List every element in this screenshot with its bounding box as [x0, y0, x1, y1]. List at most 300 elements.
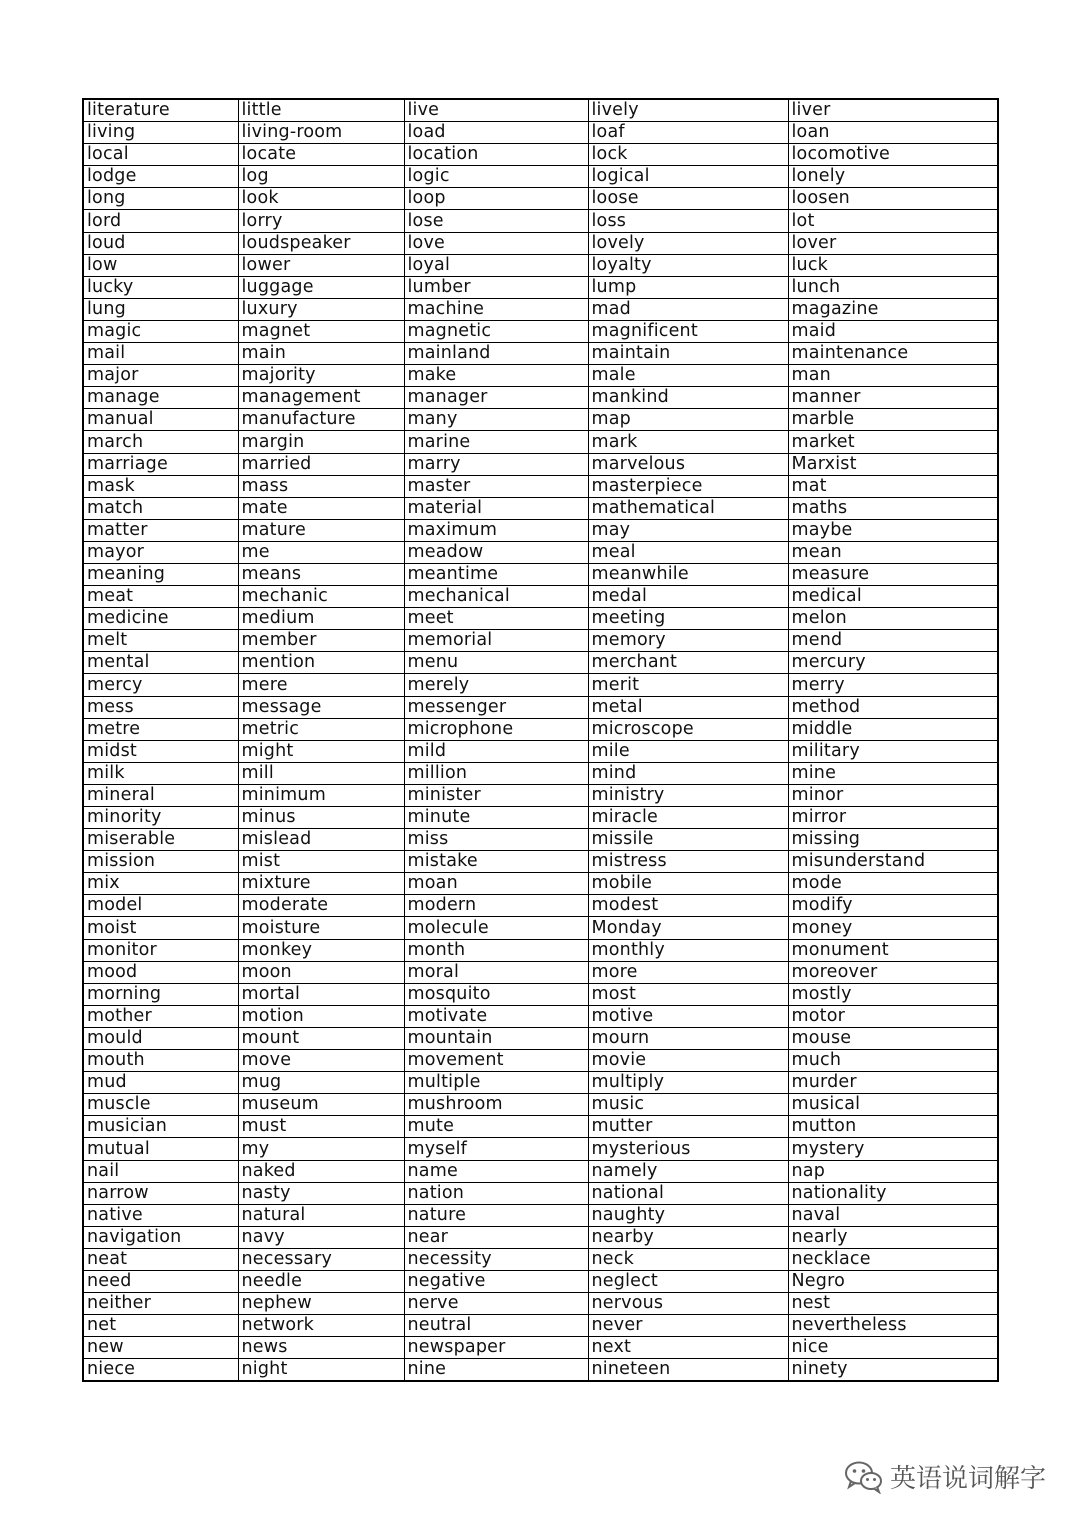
table-row: [83, 784, 998, 806]
word-cell: lively: [588, 99, 788, 122]
word-cell: nephew: [238, 1293, 404, 1315]
word-cell: missile: [588, 829, 788, 851]
word-cell: multiple: [404, 1072, 588, 1094]
table-row: [83, 807, 998, 829]
word-cell: nerve: [404, 1293, 588, 1315]
word-cell: maintain: [588, 343, 788, 365]
word-cell: miracle: [588, 807, 788, 829]
word-cell: mineral: [83, 784, 238, 806]
word-cell: negative: [404, 1270, 588, 1292]
word-cell: medical: [788, 586, 998, 608]
word-cell: magic: [83, 320, 238, 342]
word-cell: nest: [788, 1293, 998, 1315]
word-cell: minus: [238, 807, 404, 829]
word-cell: minority: [83, 807, 238, 829]
table-row: [83, 1116, 998, 1138]
word-cell: map: [588, 409, 788, 431]
word-cell: monkey: [238, 939, 404, 961]
word-cell: navy: [238, 1226, 404, 1248]
word-cell: loyal: [404, 254, 588, 276]
table-row: [83, 939, 998, 961]
word-cell: loyalty: [588, 254, 788, 276]
word-cell: market: [788, 431, 998, 453]
word-cell: lunch: [788, 276, 998, 298]
word-cell: menu: [404, 652, 588, 674]
word-cell: loaf: [588, 122, 788, 144]
word-cell: nearby: [588, 1226, 788, 1248]
word-cell: model: [83, 895, 238, 917]
word-cell: loudspeaker: [238, 232, 404, 254]
word-cell: neglect: [588, 1270, 788, 1292]
table-row: [83, 718, 998, 740]
word-cell: must: [238, 1116, 404, 1138]
word-cell: means: [238, 563, 404, 585]
word-cell: mend: [788, 630, 998, 652]
word-cell: never: [588, 1315, 788, 1337]
word-cell: logic: [404, 166, 588, 188]
table-row: [83, 1094, 998, 1116]
word-cell: mission: [83, 851, 238, 873]
table-row: [83, 365, 998, 387]
word-cell: look: [238, 188, 404, 210]
word-cell: new: [83, 1337, 238, 1359]
word-cell: mail: [83, 343, 238, 365]
word-cell: meat: [83, 586, 238, 608]
word-cell: minute: [404, 807, 588, 829]
word-cell: metal: [588, 696, 788, 718]
table-row: [83, 586, 998, 608]
word-cell: mechanical: [404, 586, 588, 608]
word-cell: load: [404, 122, 588, 144]
word-cell: neither: [83, 1293, 238, 1315]
word-cell: lose: [404, 210, 588, 232]
word-cell: lower: [238, 254, 404, 276]
word-cell: missing: [788, 829, 998, 851]
word-cell: mass: [238, 475, 404, 497]
word-cell: mate: [238, 497, 404, 519]
word-cell: mug: [238, 1072, 404, 1094]
table-row: [83, 409, 998, 431]
word-cell: marvelous: [588, 453, 788, 475]
word-cell: minimum: [238, 784, 404, 806]
word-cell: mess: [83, 696, 238, 718]
word-cell: military: [788, 740, 998, 762]
table-row: [83, 431, 998, 453]
word-cell: melon: [788, 608, 998, 630]
word-cell: mild: [404, 740, 588, 762]
word-cell: mirror: [788, 807, 998, 829]
word-cell: long: [83, 188, 238, 210]
table-row: [83, 1293, 998, 1315]
word-cell: moreover: [788, 961, 998, 983]
word-cell: merry: [788, 674, 998, 696]
word-cell: my: [238, 1138, 404, 1160]
table-row: [83, 1315, 998, 1337]
table-row: [83, 1359, 998, 1382]
word-cell: nineteen: [588, 1359, 788, 1382]
word-cell: motion: [238, 1005, 404, 1027]
word-cell: luggage: [238, 276, 404, 298]
word-cell: love: [404, 232, 588, 254]
word-cell: literature: [83, 99, 238, 122]
word-cell: merely: [404, 674, 588, 696]
word-cell: movement: [404, 1050, 588, 1072]
word-cell: marriage: [83, 453, 238, 475]
word-cell: magnetic: [404, 320, 588, 342]
word-cell: mechanic: [238, 586, 404, 608]
word-cell: nap: [788, 1160, 998, 1182]
word-cell: moon: [238, 961, 404, 983]
word-cell: ministry: [588, 784, 788, 806]
table-row: [83, 1337, 998, 1359]
table-row: [83, 563, 998, 585]
word-cell: memory: [588, 630, 788, 652]
word-cell: me: [238, 541, 404, 563]
word-cell: money: [788, 917, 998, 939]
word-cell: next: [588, 1337, 788, 1359]
word-cell: lord: [83, 210, 238, 232]
word-cell: mainland: [404, 343, 588, 365]
table-row: [83, 497, 998, 519]
word-cell: nation: [404, 1182, 588, 1204]
word-cell: majority: [238, 365, 404, 387]
table-row: [83, 895, 998, 917]
word-cell: musician: [83, 1116, 238, 1138]
word-cell: news: [238, 1337, 404, 1359]
word-cell: naughty: [588, 1204, 788, 1226]
word-cell: mercy: [83, 674, 238, 696]
word-cell: microphone: [404, 718, 588, 740]
word-cell: necklace: [788, 1248, 998, 1270]
word-cell: neck: [588, 1248, 788, 1270]
word-cell: naked: [238, 1160, 404, 1182]
word-cell: might: [238, 740, 404, 762]
word-cell: magazine: [788, 298, 998, 320]
word-cell: nervous: [588, 1293, 788, 1315]
word-cell: namely: [588, 1160, 788, 1182]
word-cell: maximum: [404, 519, 588, 541]
table-row: [83, 188, 998, 210]
word-cell: local: [83, 144, 238, 166]
word-cell: logical: [588, 166, 788, 188]
word-cell: marry: [404, 453, 588, 475]
word-cell: needle: [238, 1270, 404, 1292]
word-cell: most: [588, 983, 788, 1005]
watermark-text: 英语说词解字: [889, 1464, 1046, 1494]
table-row: [83, 343, 998, 365]
word-cell: mere: [238, 674, 404, 696]
table-row: [83, 1072, 998, 1094]
word-cell: master: [404, 475, 588, 497]
word-cell: mouse: [788, 1027, 998, 1049]
word-cell: month: [404, 939, 588, 961]
table-row: [83, 1248, 998, 1270]
word-cell: mouth: [83, 1050, 238, 1072]
word-cell: moist: [83, 917, 238, 939]
table-row: [83, 387, 998, 409]
word-cell: meeting: [588, 608, 788, 630]
word-cell: lodge: [83, 166, 238, 188]
table-row: [83, 453, 998, 475]
word-cell: mental: [83, 652, 238, 674]
table-row: [83, 608, 998, 630]
word-cell: memorial: [404, 630, 588, 652]
word-cell: luck: [788, 254, 998, 276]
word-cell: more: [588, 961, 788, 983]
word-cell: mushroom: [404, 1094, 588, 1116]
word-cell: necessity: [404, 1248, 588, 1270]
word-cell: mourn: [588, 1027, 788, 1049]
word-cell: mercury: [788, 652, 998, 674]
word-cell: loss: [588, 210, 788, 232]
word-cell: loosen: [788, 188, 998, 210]
word-cell: man: [788, 365, 998, 387]
word-cell: name: [404, 1160, 588, 1182]
table-row: [83, 232, 998, 254]
word-cell: mortal: [238, 983, 404, 1005]
word-cell: mostly: [788, 983, 998, 1005]
word-cell: net: [83, 1315, 238, 1337]
word-cell: meal: [588, 541, 788, 563]
word-cell: management: [238, 387, 404, 409]
word-cell: move: [238, 1050, 404, 1072]
word-cell: merchant: [588, 652, 788, 674]
word-cell: machine: [404, 298, 588, 320]
word-cell: movie: [588, 1050, 788, 1072]
word-cell: meet: [404, 608, 588, 630]
word-cell: nasty: [238, 1182, 404, 1204]
word-cell: location: [404, 144, 588, 166]
word-cell: modern: [404, 895, 588, 917]
word-cell: luxury: [238, 298, 404, 320]
word-cell: mill: [238, 762, 404, 784]
word-cell: microscope: [588, 718, 788, 740]
word-cell: mine: [788, 762, 998, 784]
word-cell: miserable: [83, 829, 238, 851]
word-cell: maths: [788, 497, 998, 519]
table-row: [83, 1182, 998, 1204]
word-cell: night: [238, 1359, 404, 1382]
word-cell: marble: [788, 409, 998, 431]
table-row: [83, 1005, 998, 1027]
word-cell: modest: [588, 895, 788, 917]
word-cell: meaning: [83, 563, 238, 585]
word-cell: melt: [83, 630, 238, 652]
word-cell: march: [83, 431, 238, 453]
word-cell: lucky: [83, 276, 238, 298]
word-cell: meanwhile: [588, 563, 788, 585]
word-cell: margin: [238, 431, 404, 453]
table-row: [83, 254, 998, 276]
word-table: [82, 98, 999, 1382]
table-row: [83, 829, 998, 851]
word-cell: mutter: [588, 1116, 788, 1138]
word-cell: mother: [83, 1005, 238, 1027]
word-cell: moderate: [238, 895, 404, 917]
table-row: [83, 961, 998, 983]
word-cell: need: [83, 1270, 238, 1292]
word-cell: many: [404, 409, 588, 431]
word-cell: mile: [588, 740, 788, 762]
word-cell: mixture: [238, 873, 404, 895]
word-cell: manual: [83, 409, 238, 431]
word-cell: messenger: [404, 696, 588, 718]
word-cell: nail: [83, 1160, 238, 1182]
word-cell: mad: [588, 298, 788, 320]
word-cell: lumber: [404, 276, 588, 298]
word-cell: nearly: [788, 1226, 998, 1248]
word-cell: mood: [83, 961, 238, 983]
word-cell: mistress: [588, 851, 788, 873]
word-cell: motivate: [404, 1005, 588, 1027]
table-row: [83, 1226, 998, 1248]
word-cell: lot: [788, 210, 998, 232]
word-cell: mask: [83, 475, 238, 497]
word-cell: mat: [788, 475, 998, 497]
table-row: [83, 320, 998, 342]
word-cell: Negro: [788, 1270, 998, 1292]
word-cell: male: [588, 365, 788, 387]
word-cell: married: [238, 453, 404, 475]
word-cell: nine: [404, 1359, 588, 1382]
word-cell: live: [404, 99, 588, 122]
word-cell: lorry: [238, 210, 404, 232]
word-cell: merit: [588, 674, 788, 696]
word-cell: mould: [83, 1027, 238, 1049]
word-cell: Marxist: [788, 453, 998, 475]
table-row: [83, 519, 998, 541]
word-cell: lonely: [788, 166, 998, 188]
word-cell: minor: [788, 784, 998, 806]
word-cell: living-room: [238, 122, 404, 144]
watermark: [844, 1458, 1046, 1495]
word-cell: miss: [404, 829, 588, 851]
word-cell: network: [238, 1315, 404, 1337]
table-row: [83, 475, 998, 497]
word-cell: mount: [238, 1027, 404, 1049]
word-cell: near: [404, 1226, 588, 1248]
word-cell: murder: [788, 1072, 998, 1094]
word-cell: message: [238, 696, 404, 718]
word-cell: lovely: [588, 232, 788, 254]
word-cell: mix: [83, 873, 238, 895]
word-cell: neutral: [404, 1315, 588, 1337]
table-row: [83, 1138, 998, 1160]
table-row: [83, 1027, 998, 1049]
word-cell: mud: [83, 1072, 238, 1094]
word-cell: match: [83, 497, 238, 519]
word-cell: loan: [788, 122, 998, 144]
word-cell: manufacture: [238, 409, 404, 431]
table-row: [83, 1160, 998, 1182]
word-cell: liver: [788, 99, 998, 122]
word-cell: method: [788, 696, 998, 718]
table-row: [83, 696, 998, 718]
word-cell: mystery: [788, 1138, 998, 1160]
word-cell: moisture: [238, 917, 404, 939]
wechat-icon: [844, 1460, 884, 1494]
table-row: [83, 144, 998, 166]
word-cell: ninety: [788, 1359, 998, 1382]
word-cell: living: [83, 122, 238, 144]
word-cell: lover: [788, 232, 998, 254]
word-cell: medicine: [83, 608, 238, 630]
word-cell: make: [404, 365, 588, 387]
word-cell: national: [588, 1182, 788, 1204]
word-cell: necessary: [238, 1248, 404, 1270]
word-cell: mosquito: [404, 983, 588, 1005]
word-cell: natural: [238, 1204, 404, 1226]
word-cell: naval: [788, 1204, 998, 1226]
word-cell: neat: [83, 1248, 238, 1270]
table-row: [83, 122, 998, 144]
word-cell: little: [238, 99, 404, 122]
word-cell: misunderstand: [788, 851, 998, 873]
word-cell: log: [238, 166, 404, 188]
word-cell: nature: [404, 1204, 588, 1226]
table-row: [83, 1270, 998, 1292]
word-cell: low: [83, 254, 238, 276]
table-row: [83, 652, 998, 674]
word-cell: locate: [238, 144, 404, 166]
word-cell: moral: [404, 961, 588, 983]
word-cell: maybe: [788, 519, 998, 541]
word-cell: newspaper: [404, 1337, 588, 1359]
word-cell: much: [788, 1050, 998, 1072]
word-cell: mist: [238, 851, 404, 873]
word-cell: loop: [404, 188, 588, 210]
word-cell: million: [404, 762, 588, 784]
table-row: [83, 276, 998, 298]
word-cell: milk: [83, 762, 238, 784]
word-cell: lump: [588, 276, 788, 298]
word-cell: midst: [83, 740, 238, 762]
word-table-body: [83, 99, 998, 1381]
word-cell: mutton: [788, 1116, 998, 1138]
word-cell: mislead: [238, 829, 404, 851]
word-cell: medium: [238, 608, 404, 630]
word-cell: motor: [788, 1005, 998, 1027]
word-cell: matter: [83, 519, 238, 541]
word-cell: mobile: [588, 873, 788, 895]
table-row: [83, 1050, 998, 1072]
word-cell: niece: [83, 1359, 238, 1382]
word-cell: modify: [788, 895, 998, 917]
word-cell: may: [588, 519, 788, 541]
table-row: [83, 298, 998, 320]
word-cell: muscle: [83, 1094, 238, 1116]
word-cell: mature: [238, 519, 404, 541]
word-cell: loud: [83, 232, 238, 254]
word-cell: monthly: [588, 939, 788, 961]
table-row: [83, 873, 998, 895]
word-cell: lung: [83, 298, 238, 320]
word-cell: mysterious: [588, 1138, 788, 1160]
word-cell: main: [238, 343, 404, 365]
word-cell: mention: [238, 652, 404, 674]
word-cell: mute: [404, 1116, 588, 1138]
word-cell: member: [238, 630, 404, 652]
word-cell: native: [83, 1204, 238, 1226]
word-cell: masterpiece: [588, 475, 788, 497]
word-cell: mistake: [404, 851, 588, 873]
word-cell: mind: [588, 762, 788, 784]
word-cell: loose: [588, 188, 788, 210]
table-row: [83, 740, 998, 762]
word-cell: maintenance: [788, 343, 998, 365]
word-cell: mutual: [83, 1138, 238, 1160]
word-cell: manager: [404, 387, 588, 409]
